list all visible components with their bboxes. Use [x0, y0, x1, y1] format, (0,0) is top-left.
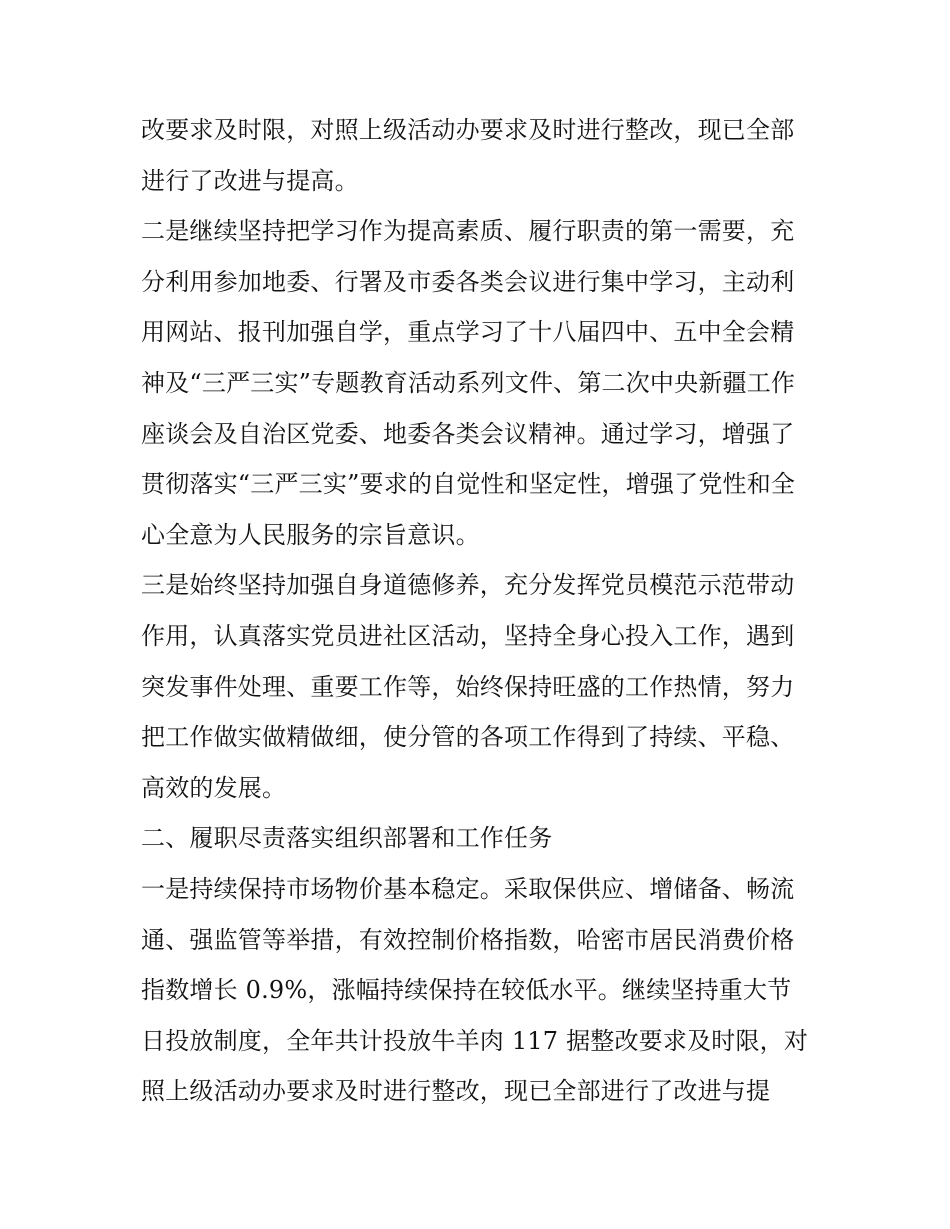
text-line: 座谈会及自治区党委、地委各类会议精神。通过学习，增强了	[141, 419, 795, 448]
text-line: 把工作做实做精做细，使分管的各项工作得到了持续、平稳、	[141, 723, 795, 752]
text-line: 改要求及时限，对照上级活动办要求及时进行整改，现已全部	[141, 116, 795, 144]
body-text	[141, 105, 813, 1117]
text-line: 进行了改进与提高。	[141, 166, 359, 195]
text-line: 高效的发展。	[141, 773, 287, 802]
text-line: 作用，认真落实党员进社区活动，坚持全身心投入工作，遇到	[141, 621, 795, 650]
text-line: 用网站、报刊加强自学，重点学习了十八届四中、五中全会精	[141, 318, 795, 347]
text-line: 指数增长 0.9%，涨幅持续保持在较低水平。继续坚持重大节	[141, 976, 792, 1005]
text-line: 贯彻落实“三严三实”要求的自觉性和坚定性，增强了党性和全	[141, 470, 796, 499]
text-line: 三是始终坚持加强自身道德修养，充分发挥党员模范示范带动	[141, 571, 795, 600]
text-line: 分利用参加地委、行署及市委各类会议进行集中学习，主动利	[141, 267, 795, 296]
text-line: 心全意为人民服务的宗旨意识。	[141, 520, 480, 549]
text-line: 突发事件处理、重要工作等，始终保持旺盛的工作热情，努力	[141, 672, 795, 701]
section-heading: 二、履职尽责落实组织部署和工作任务	[141, 824, 553, 853]
text-line: 通、强监管等举措，有效控制价格指数，哈密市居民消费价格	[141, 925, 795, 954]
text-line: 神及“三严三实”专题教育活动系列文件、第二次中央新疆工作	[141, 368, 796, 397]
text-line: 照上级活动办要求及时进行整改，现已全部进行了改进与提	[141, 1077, 771, 1106]
text-line: 日投放制度，全年共计投放牛羊肉 117 据整改要求及时限，对	[141, 1026, 809, 1055]
text-line: 一是持续保持市场物价基本稳定。采取保供应、增储备、畅流	[141, 874, 795, 903]
text-line: 二是继续坚持把学习作为提高素质、履行职责的第一需要，充	[141, 217, 795, 246]
